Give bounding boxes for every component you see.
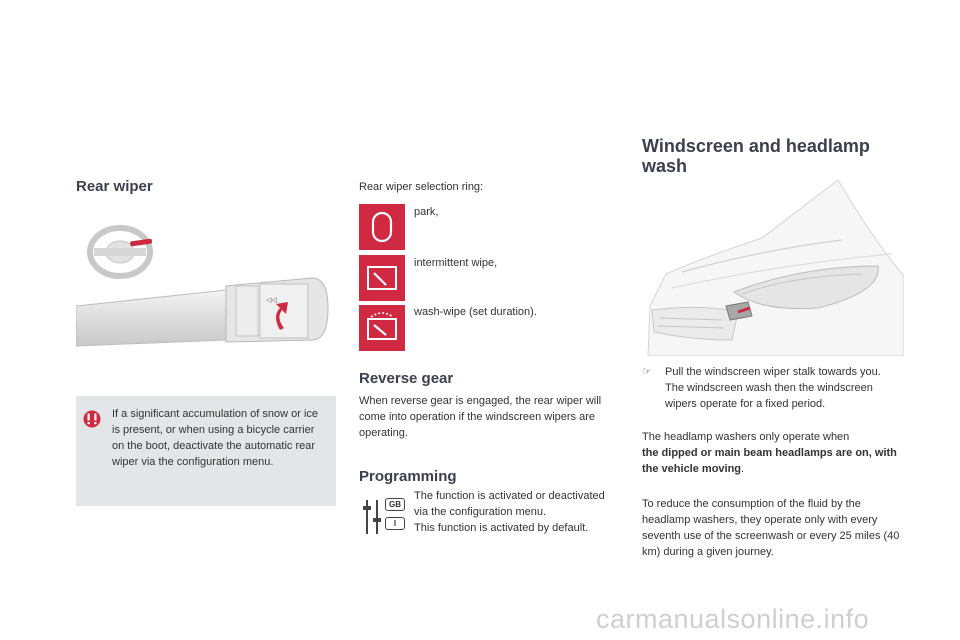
option-wash-wipe-label: wash-wipe (set duration). [414,306,537,318]
option-intermittent-label: intermittent wipe, [414,257,498,269]
rear-wiper-heading: Rear wiper [76,178,153,195]
windscreen-wash-heading [642,136,942,176]
windscreen-wash-heading-line2: wash [642,156,688,176]
badge-i: I [385,517,405,530]
option-park-label: park, [414,206,439,218]
programming-text-line2: This function is activated by default. [414,522,589,534]
wiper-stalk-illustration [76,268,338,352]
car-front-illustration [642,180,904,356]
badge-gb: GB [385,498,405,511]
instruction-list [642,364,902,412]
fluid-consumption-paragraph: To reduce the consumption of the fluid by the headlamp washers, they operate only with every seventh use of the screenwash or every 25 miles (40 km) during a given journey. [642,498,900,558]
headlamp-text-end: . [741,463,745,475]
wash-wipe-icon [359,305,405,351]
headlamp-text-plain: The headlamp washers only operate when [642,431,850,443]
programming-text-line1: The function is activated or deactivated via the configuration menu. [414,490,605,518]
instruction-item [642,364,902,412]
bullet-arrow-icon: ☞ [642,366,652,378]
svg-text:◁◁: ◁◁ [266,297,277,304]
windscreen-wash-heading-line1: Windscreen and headlamp [642,136,870,156]
headlamp-washer-paragraph [642,429,912,477]
headlamp-text-bold: the dipped or main beam headlamps are on, with the vehicle moving [642,447,897,475]
park-position-icon [359,204,405,250]
watermark: carmanualsonline.info [596,604,870,634]
selection-ring-intro: Rear wiper selection ring: [359,181,484,193]
programming-text [414,488,614,536]
programming-heading: Programming [359,468,457,485]
warning-icon [82,410,102,428]
warning-text: If a significant accumulation of snow or ice is present, or when using a bicycle carrier on the boot, deactivate the automatic rear wiper via the configuration menu. [112,408,319,468]
intermittent-wipe-icon [359,255,405,301]
reverse-gear-text: When reverse gear is engaged, the rear wiper will come into operation if the windscreen wipers are operating. [359,395,602,439]
reverse-gear-heading: Reverse gear [359,370,454,387]
instruction-text: Pull the windscreen wiper stalk towards you. The windscreen wash then the windscreen wipers operate for a fixed period. [665,366,881,410]
